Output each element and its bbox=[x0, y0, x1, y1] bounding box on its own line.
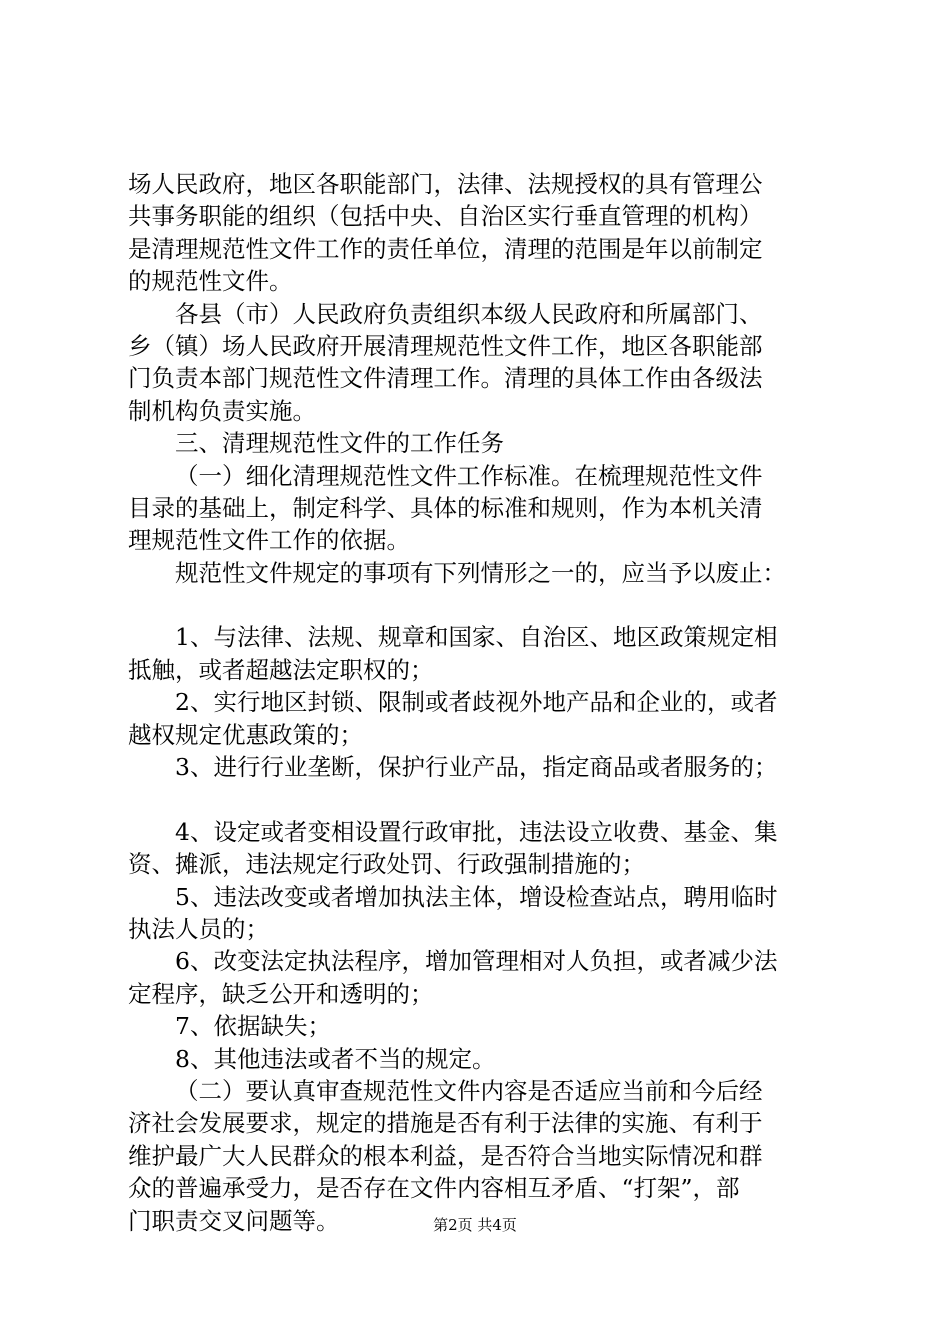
text-line: 越权规定优惠政策的； bbox=[128, 720, 363, 749]
text-line: 目录的基础上，制定科学、具体的标准和规则，作为本机关清 bbox=[128, 493, 763, 522]
text-line: 门职责交叉问题等。 bbox=[128, 1206, 340, 1235]
text-line: 是清理规范性文件工作的责任单位，清理的范围是年以前制定 bbox=[128, 234, 763, 263]
text-line: 各县（市）人民政府负责组织本级人民政府和所属部门、 bbox=[175, 299, 763, 328]
text-line: 理规范性文件工作的依据。 bbox=[128, 526, 410, 555]
section-heading: 三、清理规范性文件的工作任务 bbox=[175, 429, 504, 458]
blank-line bbox=[128, 589, 832, 621]
list-item: 1、与法律、法规、规章和国家、自治区、地区政策规定相 bbox=[175, 623, 778, 652]
text-line: 众的普遍承受力，是否存在文件内容相互矛盾、“打架”，部 bbox=[128, 1174, 740, 1203]
page-footer: 第2页 共4页 bbox=[433, 1216, 517, 1234]
list-item: 7、依据缺失； bbox=[175, 1012, 331, 1041]
text-line: 抵触，或者超越法定职权的； bbox=[128, 655, 434, 684]
text-line: 场人民政府，地区各职能部门，法律、法规授权的具有管理公 bbox=[128, 170, 763, 198]
document-body bbox=[128, 168, 832, 1237]
list-item: 2、实行地区封锁、限制或者歧视外地产品和企业的，或者 bbox=[175, 688, 778, 717]
list-item: 6、改变法定执法程序，增加管理相对人负担，或者减少法 bbox=[175, 947, 778, 976]
list-item: 3、进行行业垄断，保护行业产品，指定商品或者服务的； bbox=[175, 753, 778, 782]
text-line: 制机构负责实施。 bbox=[128, 396, 316, 425]
text-line: 规范性文件规定的事项有下列情形之一的，应当予以废止： bbox=[175, 558, 786, 587]
list-item: 5、违法改变或者增加执法主体，增设检查站点，聘用临时 bbox=[175, 882, 778, 911]
text-line: 定程序，缺乏公开和透明的； bbox=[128, 979, 434, 1008]
blank-line bbox=[128, 783, 832, 815]
list-item: 4、设定或者变相设置行政审批，违法设立收费、基金、集 bbox=[175, 817, 778, 846]
text-line: 的规范性文件。 bbox=[128, 267, 293, 296]
text-line: 资、摊派，违法规定行政处罚、行政强制措施的； bbox=[128, 850, 645, 879]
text-line: 济社会发展要求，规定的措施是否有利于法律的实施、有利于 bbox=[128, 1109, 763, 1138]
text-line: （一）细化清理规范性文件工作标准。在梳理规范性文件 bbox=[175, 461, 763, 490]
text-line: 乡（镇）场人民政府开展清理规范性文件工作，地区各职能部 bbox=[128, 331, 763, 360]
list-item: 8、其他违法或者不当的规定。 bbox=[175, 1044, 496, 1073]
text-line: 共事务职能的组织（包括中央、自治区实行垂直管理的机构） bbox=[128, 202, 763, 231]
text-line: 维护最广大人民群众的根本利益，是否符合当地实际情况和群 bbox=[128, 1141, 763, 1170]
text-line: 门负责本部门规范性文件清理工作。清理的具体工作由各级法 bbox=[128, 364, 763, 393]
text-line: 执法人员的； bbox=[128, 914, 269, 943]
text-line: （二）要认真审查规范性文件内容是否适应当前和今后经 bbox=[175, 1076, 763, 1105]
